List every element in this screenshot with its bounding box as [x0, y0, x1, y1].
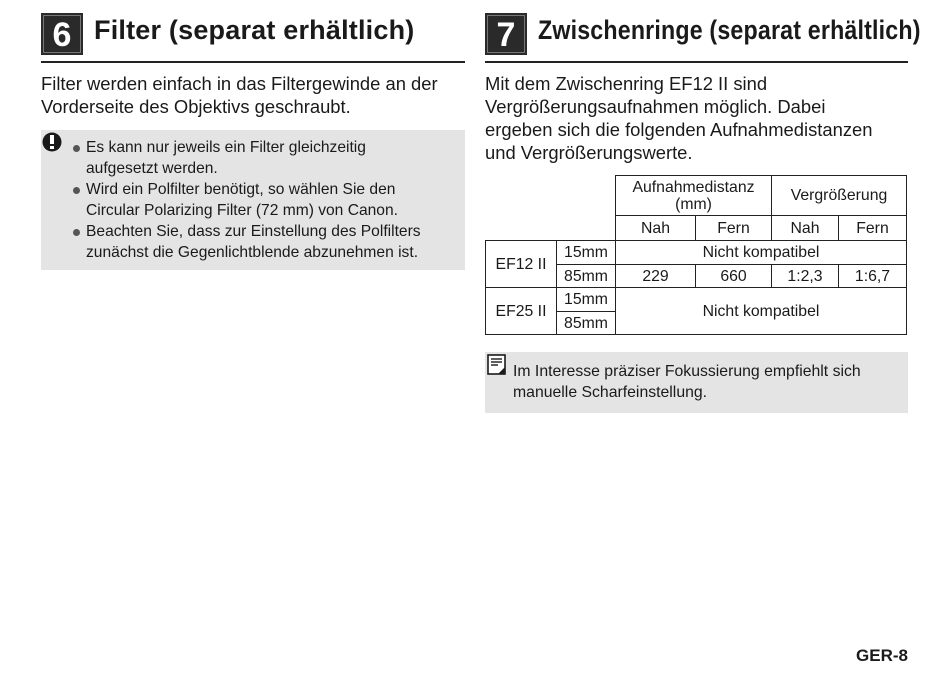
- page-number: GER-8: [856, 646, 908, 665]
- lens-cell: 15mm: [557, 241, 616, 265]
- section-6-title: Filter (separat erhältlich): [94, 15, 415, 45]
- header-line: (mm): [675, 195, 712, 213]
- lens-cell: 85mm: [557, 312, 616, 335]
- paragraph-line: Vorderseite des Objektivs geschraubt.: [41, 96, 351, 117]
- value-cell: 1:2,3: [772, 265, 839, 288]
- list-item: [71, 221, 461, 263]
- filter-intro-paragraph: [41, 72, 471, 118]
- lens-cell: 15mm: [557, 288, 616, 312]
- table-row: [486, 288, 907, 312]
- subheader-cell: Nah: [772, 216, 839, 241]
- list-item: [71, 137, 461, 179]
- value-cell: 229: [616, 265, 696, 288]
- empty-corner-cell: [486, 216, 616, 241]
- note-line: Im Interesse präziser Fokussierung empfiehlt sich: [513, 363, 861, 380]
- section-7-title: Zwischenringe (separat erhältlich): [538, 15, 921, 45]
- note-text: [513, 361, 861, 403]
- lens-cell: 85mm: [557, 265, 616, 288]
- memo-note-icon: [487, 354, 507, 376]
- bullet-dot: [73, 187, 80, 194]
- paragraph-line: Filter werden einfach in das Filtergewinde an der: [41, 73, 438, 94]
- paragraph-line: und Vergrößerungswerte.: [485, 142, 693, 163]
- caution-box: [41, 130, 465, 270]
- bullet-line: Wird ein Polfilter benötigt, so wählen Sie den: [86, 181, 396, 198]
- list-item: [71, 179, 461, 221]
- bullet-line: aufgesetzt werden.: [86, 160, 218, 177]
- paragraph-line: ergeben sich die folgenden Aufnahmedistanzen: [485, 119, 873, 140]
- header-distance: [616, 176, 772, 216]
- empty-corner-cell: [486, 176, 616, 216]
- section-6-header: [41, 13, 465, 63]
- bullet-dot: [73, 145, 80, 152]
- exclamation-warning-icon: [41, 132, 63, 152]
- header-line: Aufnahmedistanz: [632, 178, 755, 196]
- bullet-line: Beachten Sie, dass zur Einstellung des Polfilters: [86, 223, 421, 240]
- value-cell: Nicht kompatibel: [616, 288, 907, 335]
- section-7-header: [485, 13, 921, 63]
- paragraph-line: Vergrößerungsaufnahmen möglich. Dabei: [485, 96, 826, 117]
- table-row: [486, 241, 907, 265]
- section-number-6: 6: [41, 13, 83, 55]
- bullet-dot: [73, 229, 80, 236]
- note-box: [485, 352, 908, 413]
- caution-bullet-list: [71, 137, 461, 263]
- extension-ring-table: [485, 175, 907, 335]
- note-line: manuelle Scharfeinstellung.: [513, 384, 708, 401]
- bullet-line: Circular Polarizing Filter (72 mm) von Canon.: [86, 202, 398, 219]
- section-number-7: 7: [485, 13, 527, 55]
- bullet-line: Es kann nur jeweils ein Filter gleichzeitig: [86, 139, 366, 156]
- subheader-cell: Fern: [839, 216, 907, 241]
- paragraph-line: Mit dem Zwischenring EF12 II sind: [485, 73, 768, 94]
- subheader-cell: Fern: [696, 216, 772, 241]
- ring-cell: EF25 II: [486, 288, 557, 335]
- value-cell: 660: [696, 265, 772, 288]
- extension-ring-paragraph: [485, 72, 915, 164]
- value-cell: Nicht kompatibel: [616, 241, 907, 265]
- subheader-cell: Nah: [616, 216, 696, 241]
- value-cell: 1:6,7: [839, 265, 907, 288]
- header-magnification: Vergrößerung: [772, 176, 907, 216]
- bullet-line: zunächst die Gegenlichtblende abzunehmen ist.: [86, 244, 419, 261]
- ring-cell: EF12 II: [486, 241, 557, 288]
